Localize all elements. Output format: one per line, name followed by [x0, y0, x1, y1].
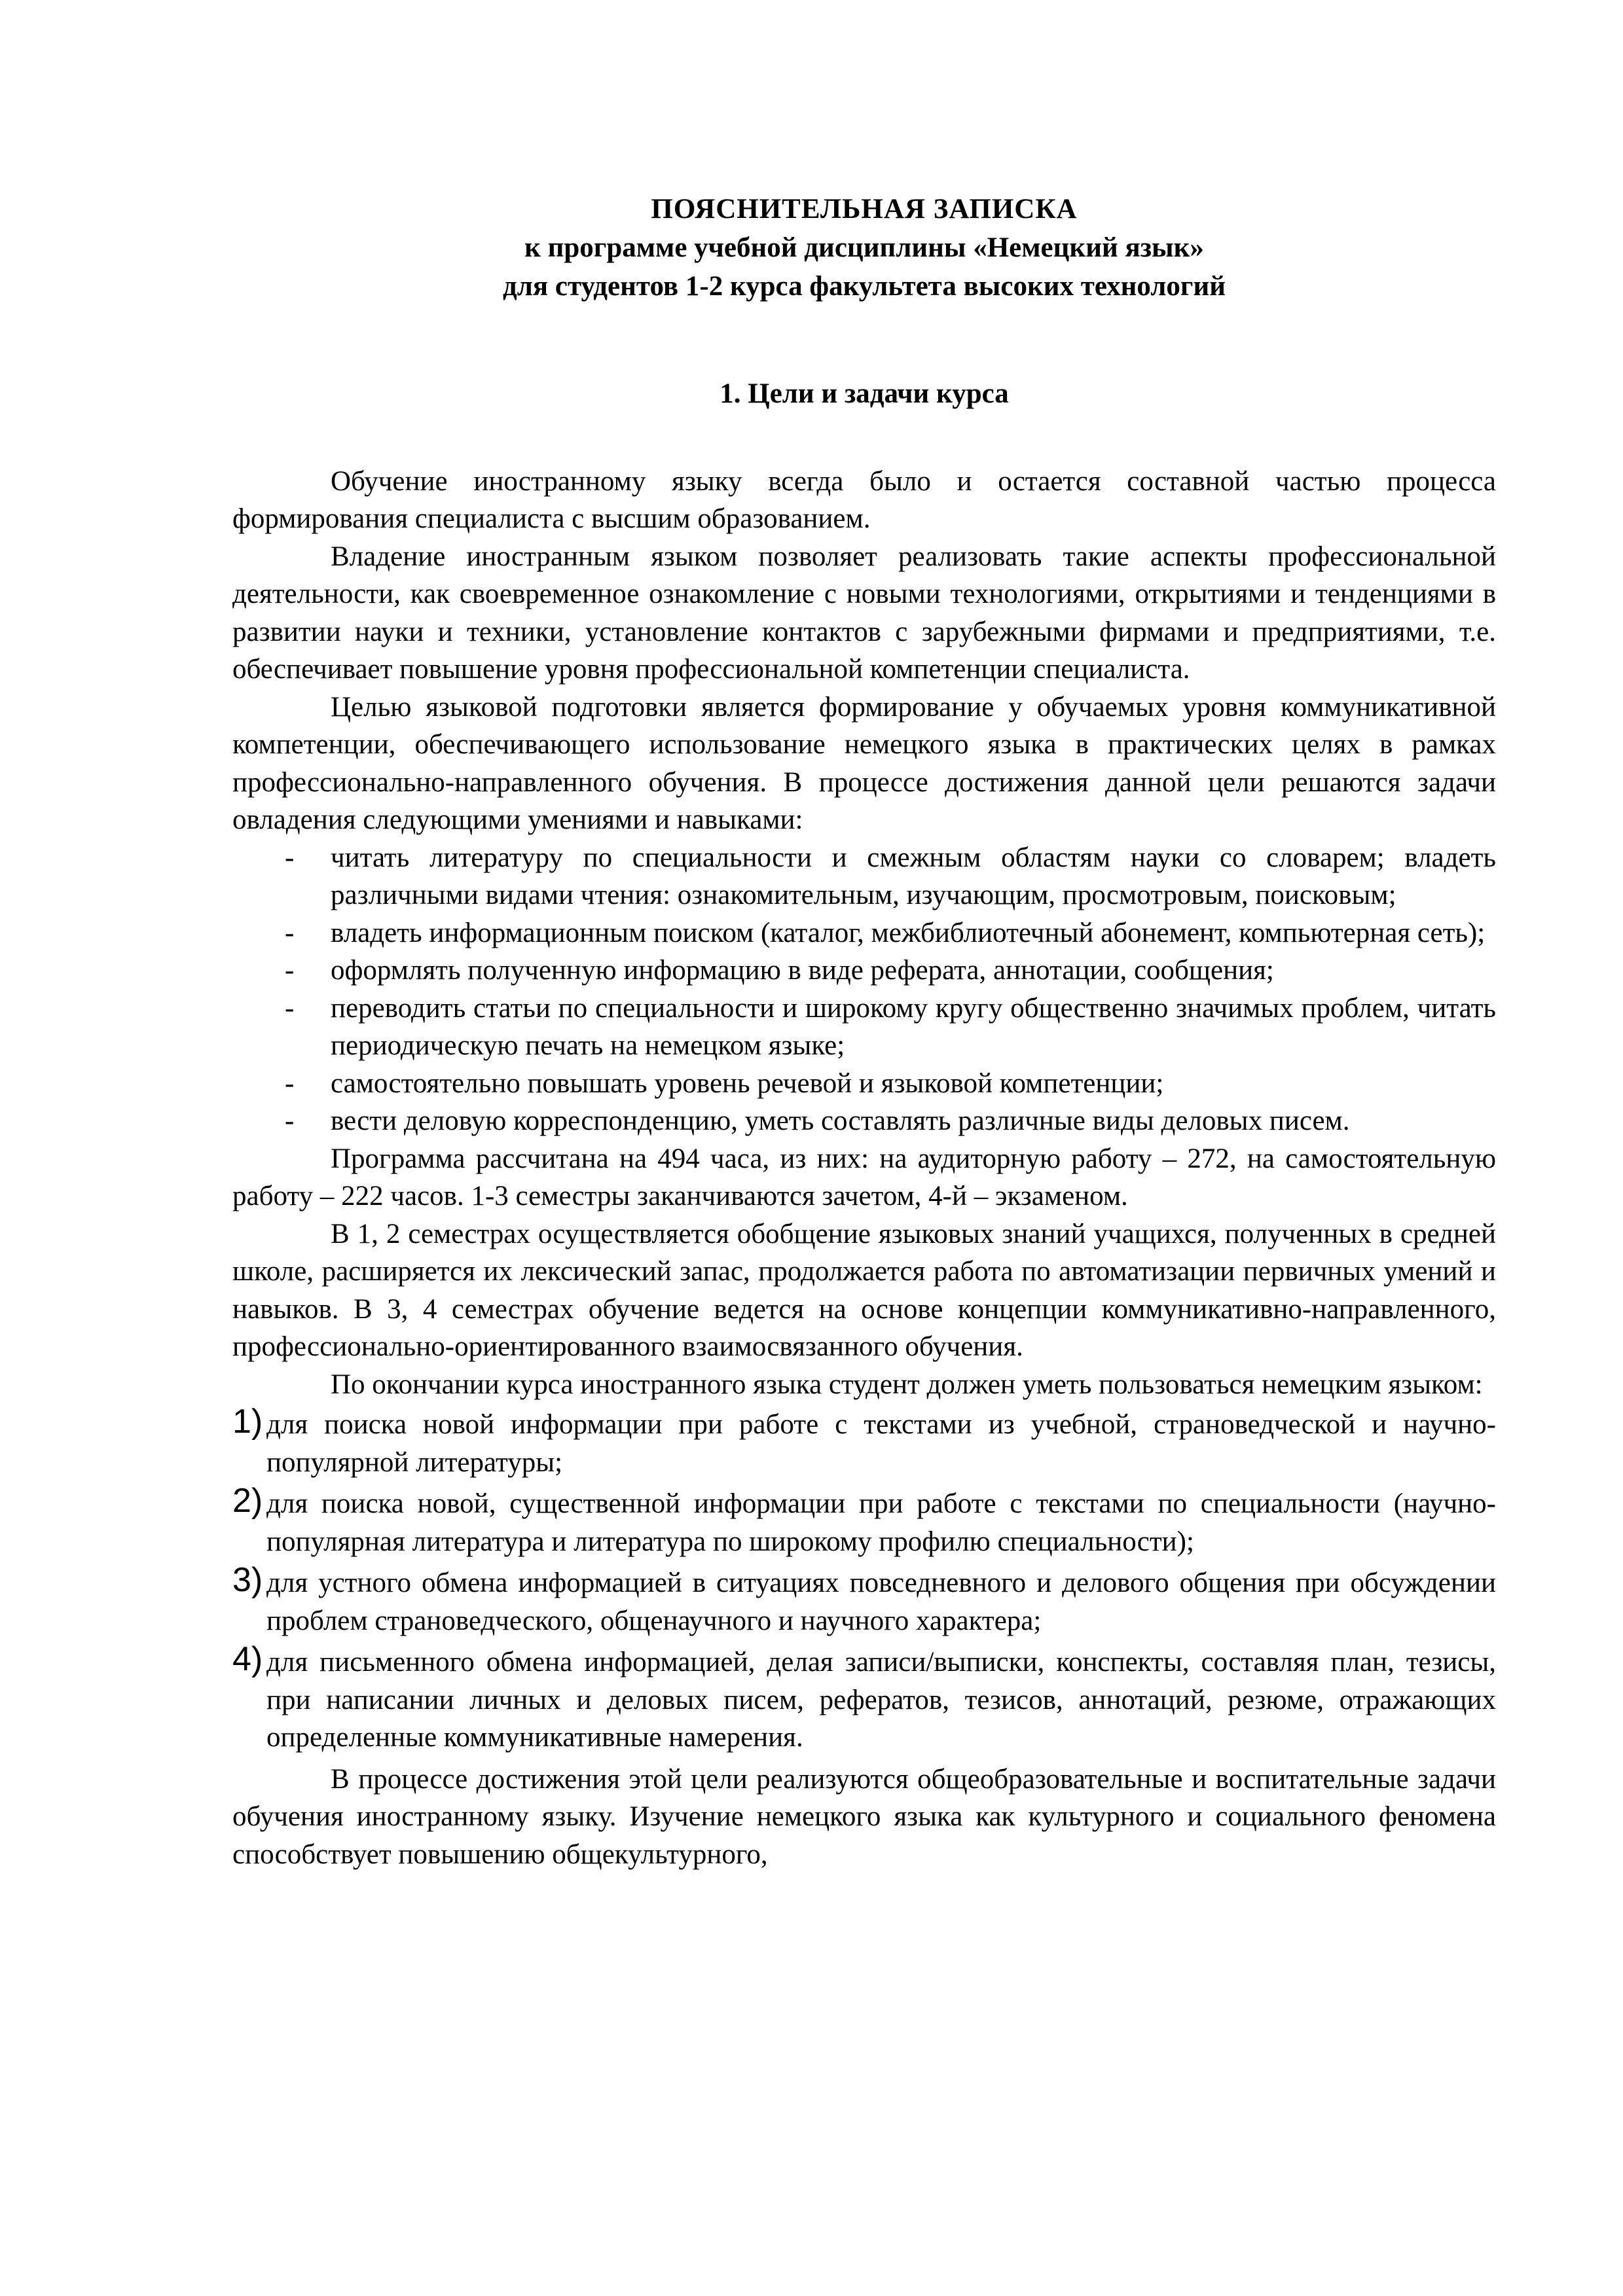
list-marker: -	[285, 1067, 295, 1099]
numbered-item	[232, 1561, 1496, 1640]
list-item-text: переводить статьи по специальности и широкому кругу общественно значимых проблем, читать периодическую печать на немецком языке;	[331, 992, 1496, 1061]
list-marker: -	[285, 992, 295, 1024]
item-number: 1)	[232, 1403, 263, 1441]
item-number: 4)	[232, 1640, 263, 1678]
skills-list	[232, 839, 1496, 1140]
paragraph-6: По окончании курса иностранного языка студент должен уметь пользоваться немецким языком:	[331, 1369, 1483, 1400]
item-number: 2)	[232, 1482, 263, 1520]
numbered-item	[232, 1482, 1496, 1560]
numbered-item	[232, 1403, 1496, 1481]
list-marker: -	[285, 842, 295, 873]
list-item	[232, 914, 1496, 952]
paragraph-1: Обучение иностранному языку всегда было и остается составной частью процесса формирования специалиста с высшим образованием.	[232, 465, 1496, 534]
paragraph-4: Программа рассчитана на 494 часа, из них: на аудиторную работу – 272, на самостоятельную работу – 222 часов. 1-3 семестры заканчиваются зачетом, 4-й – экзаменом.	[232, 1143, 1496, 1211]
list-item-text: вести деловую корреспонденцию, уметь составлять различные виды деловых писем.	[331, 1105, 1350, 1136]
paragraph-5: В 1, 2 семестрах осуществляется обобщение языковых знаний учащихся, полученных в средней школе, расширяется их лексический запас, продолжается работа по автоматизации первичных умений и навыков. В 3, 4 семестрах обучение ведется на основе концепции коммуникативно-направленного, профессионально-ориентированного взаимосвязанного обучения.	[232, 1218, 1496, 1362]
list-marker: -	[285, 955, 295, 986]
list-item-text: оформлять полученную информацию в виде реферата, аннотации, сообщения;	[331, 955, 1274, 986]
paragraph-7: В процессе достижения этой цели реализуются общеобразовательные и воспитательные задачи обучения иностранному языку. Изучение немецкого языка как культурного и социального феномена способствует повышению общекультурного,	[232, 1763, 1496, 1870]
item-number: 3)	[232, 1561, 263, 1599]
list-item	[232, 1065, 1496, 1103]
list-marker: -	[285, 1105, 295, 1136]
numbered-item-text: для поиска новой информации при работе с текстами из учебной, страноведческой и научно-популярной литературы;	[266, 1409, 1496, 1478]
list-item-text: владеть информационным поиском (каталог, межбиблиотечный абонемент, компьютерная сеть);	[331, 917, 1486, 948]
list-item	[232, 1102, 1496, 1140]
document-title: ПОЯСНИТЕЛЬНАЯ ЗАПИСКА	[651, 194, 1078, 224]
document-header	[232, 190, 1496, 306]
list-item-text: читать литературу по специальности и смежным областям науки со словарем; владеть различными видами чтения: ознакомительным, изучающим, просмотровым, поисковым;	[331, 842, 1496, 910]
list-item	[232, 952, 1496, 990]
paragraph-3: Целью языковой подготовки является формирование у обучаемых уровня коммуникативной компетенции, обеспечивающего использование немецкого языка в практических целях в рамках профессионально-направленного обучения. В процессе достижения данной цели решаются задачи овладения следующими умениями и навыками:	[232, 691, 1496, 835]
page-content	[232, 190, 1496, 1873]
list-item-text: самостоятельно повышать уровень речевой и языковой компетенции;	[331, 1067, 1164, 1099]
document-subtitle: к программе учебной дисциплины «Немецкий язык»	[524, 232, 1204, 263]
numbered-item-text: для письменного обмена информацией, делая записи/выписки, конспекты, составляя план, тезисы, при написании личных и деловых писем, рефератов, тезисов, аннотаций, резюме, отражающих определенные коммуникативные намерения.	[266, 1647, 1496, 1753]
section-title: 1. Цели и задачи курса	[720, 378, 1009, 409]
list-item	[232, 839, 1496, 914]
document-audience: для студентов 1-2 курса факультета высоких технологий	[502, 271, 1226, 302]
usage-list	[232, 1403, 1496, 1757]
numbered-item-text: для поиска новой, существенной информации при работе с текстами по специальности (научно-популярная литература и литература по широкому профилю специальности);	[266, 1488, 1496, 1557]
list-item	[232, 990, 1496, 1065]
numbered-item	[232, 1640, 1496, 1757]
list-marker: -	[285, 917, 295, 948]
numbered-item-text: для устного обмена информацией в ситуациях повседневного и делового общения при обсуждении проблем страноведческого, общенаучного и научного характера;	[266, 1568, 1496, 1636]
paragraph-2: Владение иностранным языком позволяет реализовать такие аспекты профессиональной деятельности, как своевременное ознакомление с новыми технологиями, открытиями и тенденциями в развитии науки и техники, установление контактов с зарубежными фирмами и предприятиями, т.е. обеспечивает повышение уровня профессиональной компетенции специалиста.	[232, 541, 1496, 685]
